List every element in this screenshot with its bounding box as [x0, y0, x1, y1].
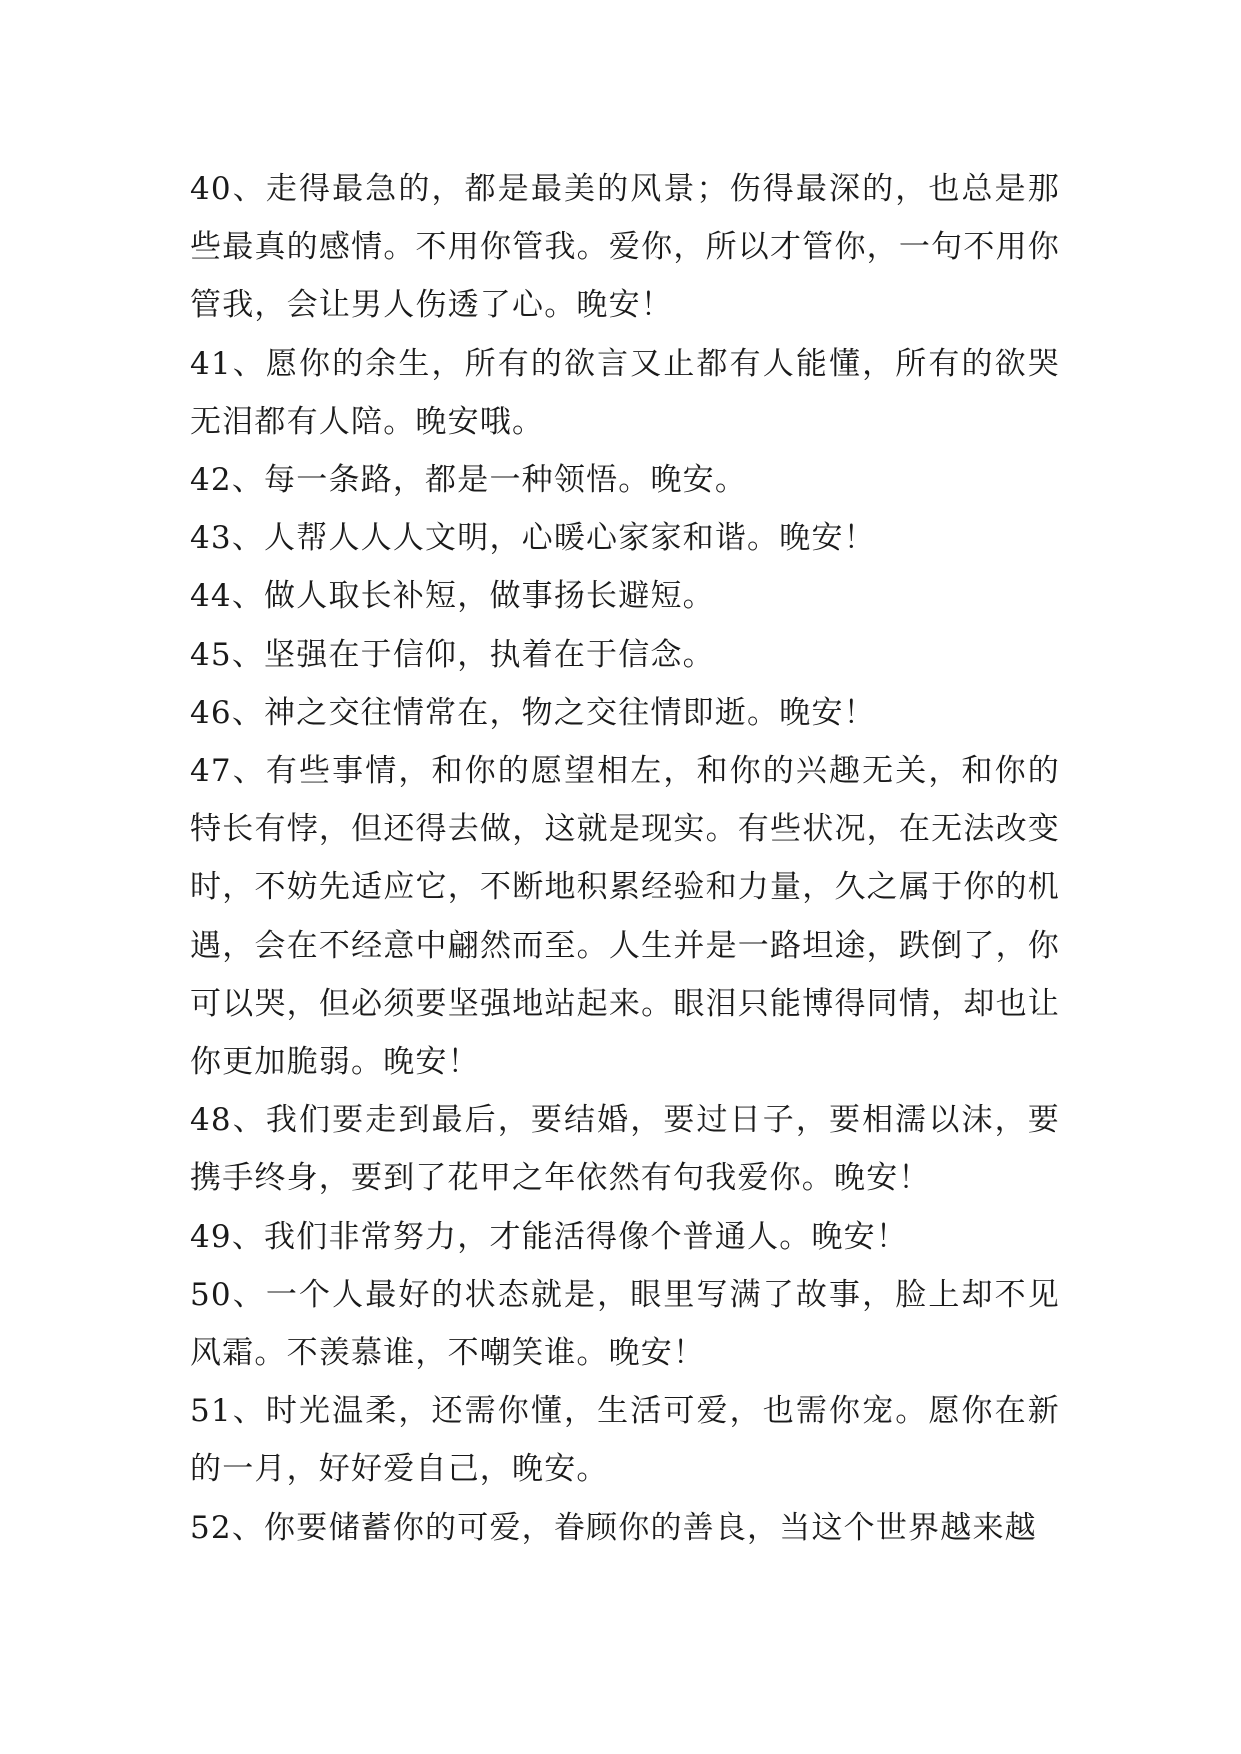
paragraph-51: 51、时光温柔，还需你懂，生活可爱，也需你宠。愿你在新的一月，好好爱自己，晚安。: [190, 1393, 1060, 1488]
paragraph-47: 47、有些事情，和你的愿望相左，和你的兴趣无关，和你的特长有悖，但还得去做，这就是现实。有些状况，在无法改变时，不妨先适应它，不断地积累经验和力量，久之属于你的机遇，会在不经意中翩然而至。人生并是一路坦途，跌倒了，你可以哭，但必须要坚强地站起来。眼泪只能博得同情，却也让你更加脆弱。晚安！: [190, 753, 1060, 1081]
paragraph-41: 41、愿你的余生，所有的欲言又止都有人能懂，所有的欲哭无泪都有人陪。晚安哦。: [190, 345, 1060, 440]
paragraph-49: 49、我们非常努力，才能活得像个普通人。晚安！: [190, 1218, 909, 1255]
paragraph-52: 52、你要储蓄你的可爱，眷顾你的善良，当这个世界越来越: [190, 1509, 1037, 1546]
paragraph-50: 50、一个人最好的状态就是，眼里写满了故事，脸上却不见风霜。不羡慕谁，不嘲笑谁。晚安！: [190, 1276, 1060, 1372]
document-body: [190, 160, 1060, 1557]
paragraph-40: 40、走得最急的，都是最美的风景；伤得最深的，也总是那些最真的感情。不用你管我。爱你，所以才管你，一句不用你管我，会让男人伤透了心。晚安！: [190, 171, 1060, 324]
paragraph-46: 46、神之交往情常在，物之交往情即逝。晚安！: [190, 694, 876, 731]
paragraph-44: 44、做人取长补短，做事扬长避短。: [190, 578, 715, 615]
paragraph-48: 48、我们要走到最后，要结婚，要过日子，要相濡以沫，要携手终身，要到了花甲之年依然有句我爱你。晚安！: [190, 1102, 1060, 1197]
paragraph-43: 43、人帮人人人文明，心暖心家家和谐。晚安！: [190, 520, 876, 557]
paragraph-42: 42、每一条路，都是一种领悟。晚安。: [190, 462, 748, 499]
paragraph-45: 45、坚强在于信仰，执着在于信念。: [190, 636, 715, 673]
